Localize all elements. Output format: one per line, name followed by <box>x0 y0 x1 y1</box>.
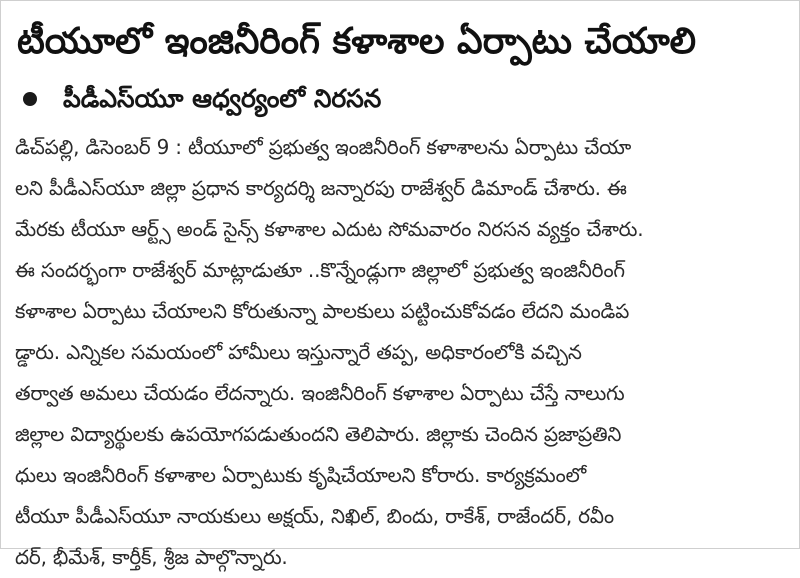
body-line: తర్వాత అమలు చేయడం లేదన్నారు. ఇంజినీరింగ్ కళాశాల ఏర్పాటు చేస్తే నాలుగు <box>15 381 625 405</box>
body-line: కళాశాల ఏర్పాటు చేయాలని కోరుతున్నా పాలకులు పట్టించుకోవడం లేదని మండిప <box>15 299 630 323</box>
subheadline-row <box>23 77 783 121</box>
headline: టీయూలో ఇంజినీరింగ్ కళాశాల ఏర్పాటు చేయాలి <box>17 21 697 62</box>
body-line: లని పీడీఎస్‌యూ జిల్లా ప్రధాన కార్యదర్శి జన్నారపు రాజేశ్వర్ డిమాండ్ చేశారు. ఈ <box>15 176 627 200</box>
subheadline: పీడీఎస్‌యూ ఆధ్వర్యంలో నిరసన <box>63 84 382 113</box>
body-line: మేరకు టీయూ ఆర్ట్స్ అండ్ సైన్స్ కళాశాల ఎదుట సోమవారం నిరసన వ్యక్తం చేశారు. <box>15 217 644 241</box>
body-line: ఈ సందర్భంగా రాజేశ్వర్ మాట్లాడుతూ ..కొన్నేండ్లుగా జిల్లాలో ప్రభుత్వ ఇంజినీరింగ్ <box>15 258 625 282</box>
body-line: డ్డారు. ఎన్నికల సమయంలో హామీలు ఇస్తున్నారే తప్ప, అధికారంలోకి వచ్చిన <box>15 340 582 364</box>
body-line: జిల్లాల విద్యార్థులకు ఉపయోగపడుతుందని తెలిపారు. జిల్లాకు చెందిన ప్రజాప్రతిని <box>15 422 622 446</box>
article-body <box>15 127 787 569</box>
body-line: ధులు ఇంజినీరింగ్ కళాశాల ఏర్పాటుకు కృషిచేయాలని కోరారు. కార్యక్రమంలో <box>15 463 587 487</box>
body-line: డిచ్‌పల్లి, డిసెంబర్ 9 : టీయూలో ప్రభుత్వ ఇంజినీరింగ్ కళాశాలను ఏర్పాటు చేయా <box>15 135 632 159</box>
body-line: టీయూ పీడీఎస్‌యూ నాయకులు అక్షయ్, నిఖిల్, బిందు, రాకేశ్, రాజేందర్, రవీం <box>15 504 614 528</box>
bullet-icon <box>23 92 37 106</box>
body-line: దర్, భీమేశ్, కార్తీక్, శ్రీజ పాల్గొన్నారు. <box>15 545 288 569</box>
